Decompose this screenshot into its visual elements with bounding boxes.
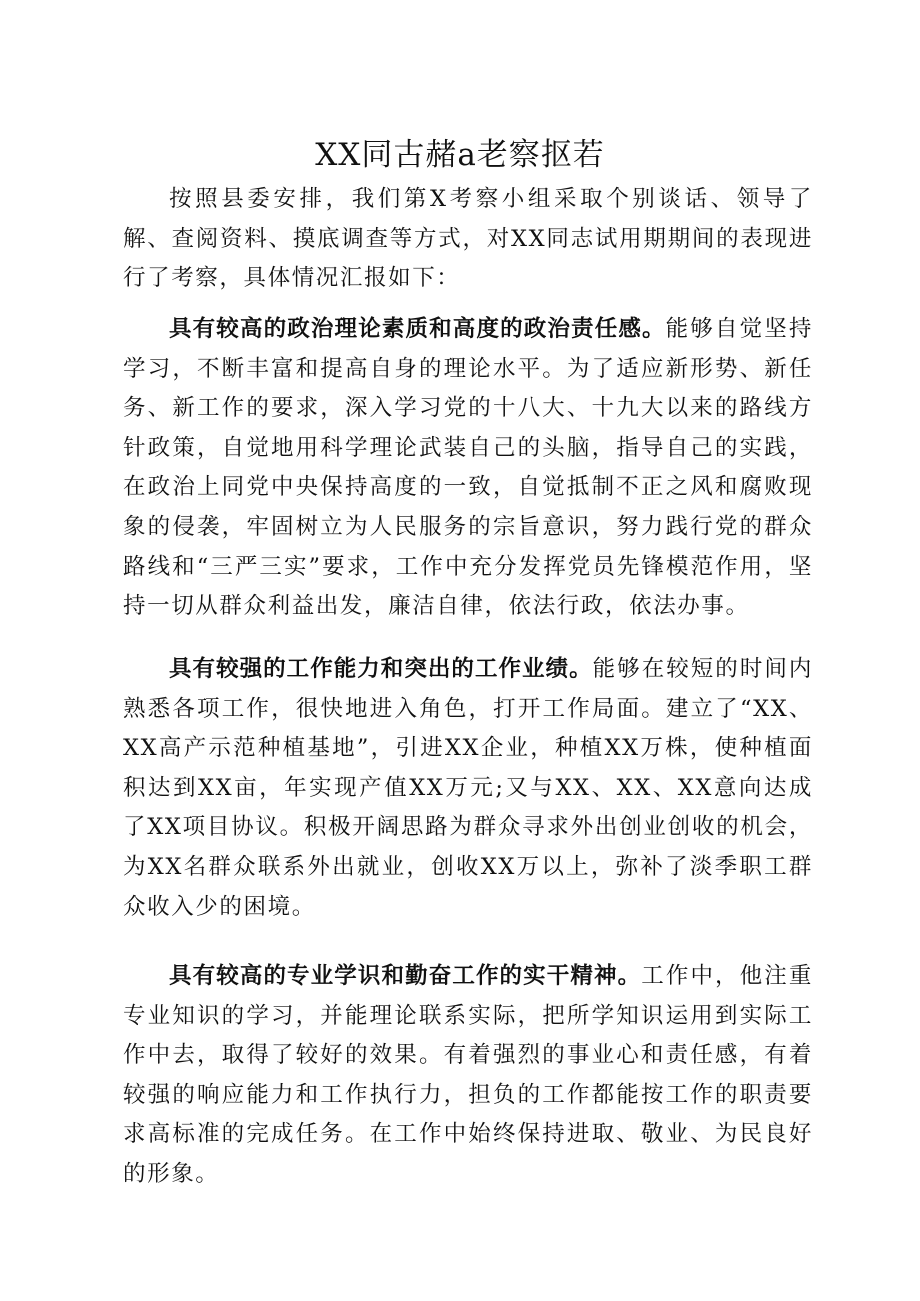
section-heading-ability: 具有较强的工作能力和突出的工作业绩。	[169, 656, 593, 682]
section-text-political: 能够自觉坚持学习，不断丰富和提高自身的理论水平。为了适应新形势、新任务、新工作的要求，深入学习党的十八大、十九大以来的路线方针政策，自觉地用科学理论武装自己的头脑，指导自己的实践，在政治上同党中央保持高度的一致，自觉抵制不正之风和腐败现象的侵袭，牢固树立为人民服务的宗旨意识，努力践行党的群众路线和“三严三实”要求，工作中充分发挥党员先锋模范作用，坚持一切从群众利益出发，廉洁自律，依法行政，依法办事。	[123, 316, 813, 620]
section-paragraph-political	[123, 310, 813, 627]
section-paragraph-expertise	[123, 957, 813, 1195]
intro-paragraph: 按照县委安排，我们第X考察小组采取个别谈话、领导了解、查阅资料、摸底调查等方式，对XX同志试用期期间的表现进行了考察，具体情况汇报如下：	[123, 186, 813, 292]
section-heading-expertise: 具有较高的专业学识和勤奋工作的实干精神。	[169, 963, 642, 989]
section-heading-political: 具有较高的政治理论素质和高度的政治责任感。	[169, 316, 666, 342]
document-title: XX同古赭a老察抠若	[315, 137, 605, 173]
section-text-expertise: 工作中，他注重专业知识的学习，并能理论联系实际，把所学知识运用到实际工作中去，取得了较好的效果。有着强烈的事业心和责任感，有着较强的响应能力和工作执行力，担负的工作都能按工作的职责要求高标准的完成任务。在工作中始终保持进取、敬业、为民良好的形象。	[123, 963, 813, 1187]
section-paragraph-ability	[123, 650, 813, 927]
section-text-ability: 能够在较短的时间内熟悉各项工作，很快地进入角色，打开工作局面。建立了“XX、XX高产示范种植基地”，引进XX企业，种植XX万株，使种植面积达到XX亩，年实现产值XX万元;又与XX、XX、XX意向达成了XX项目协议。积极开阔思路为群众寻求外出创业创收的机会，为XX名群众联系外出就业，创收XX万以上，弥补了淡季职工群众收入少的困境。	[123, 656, 813, 920]
